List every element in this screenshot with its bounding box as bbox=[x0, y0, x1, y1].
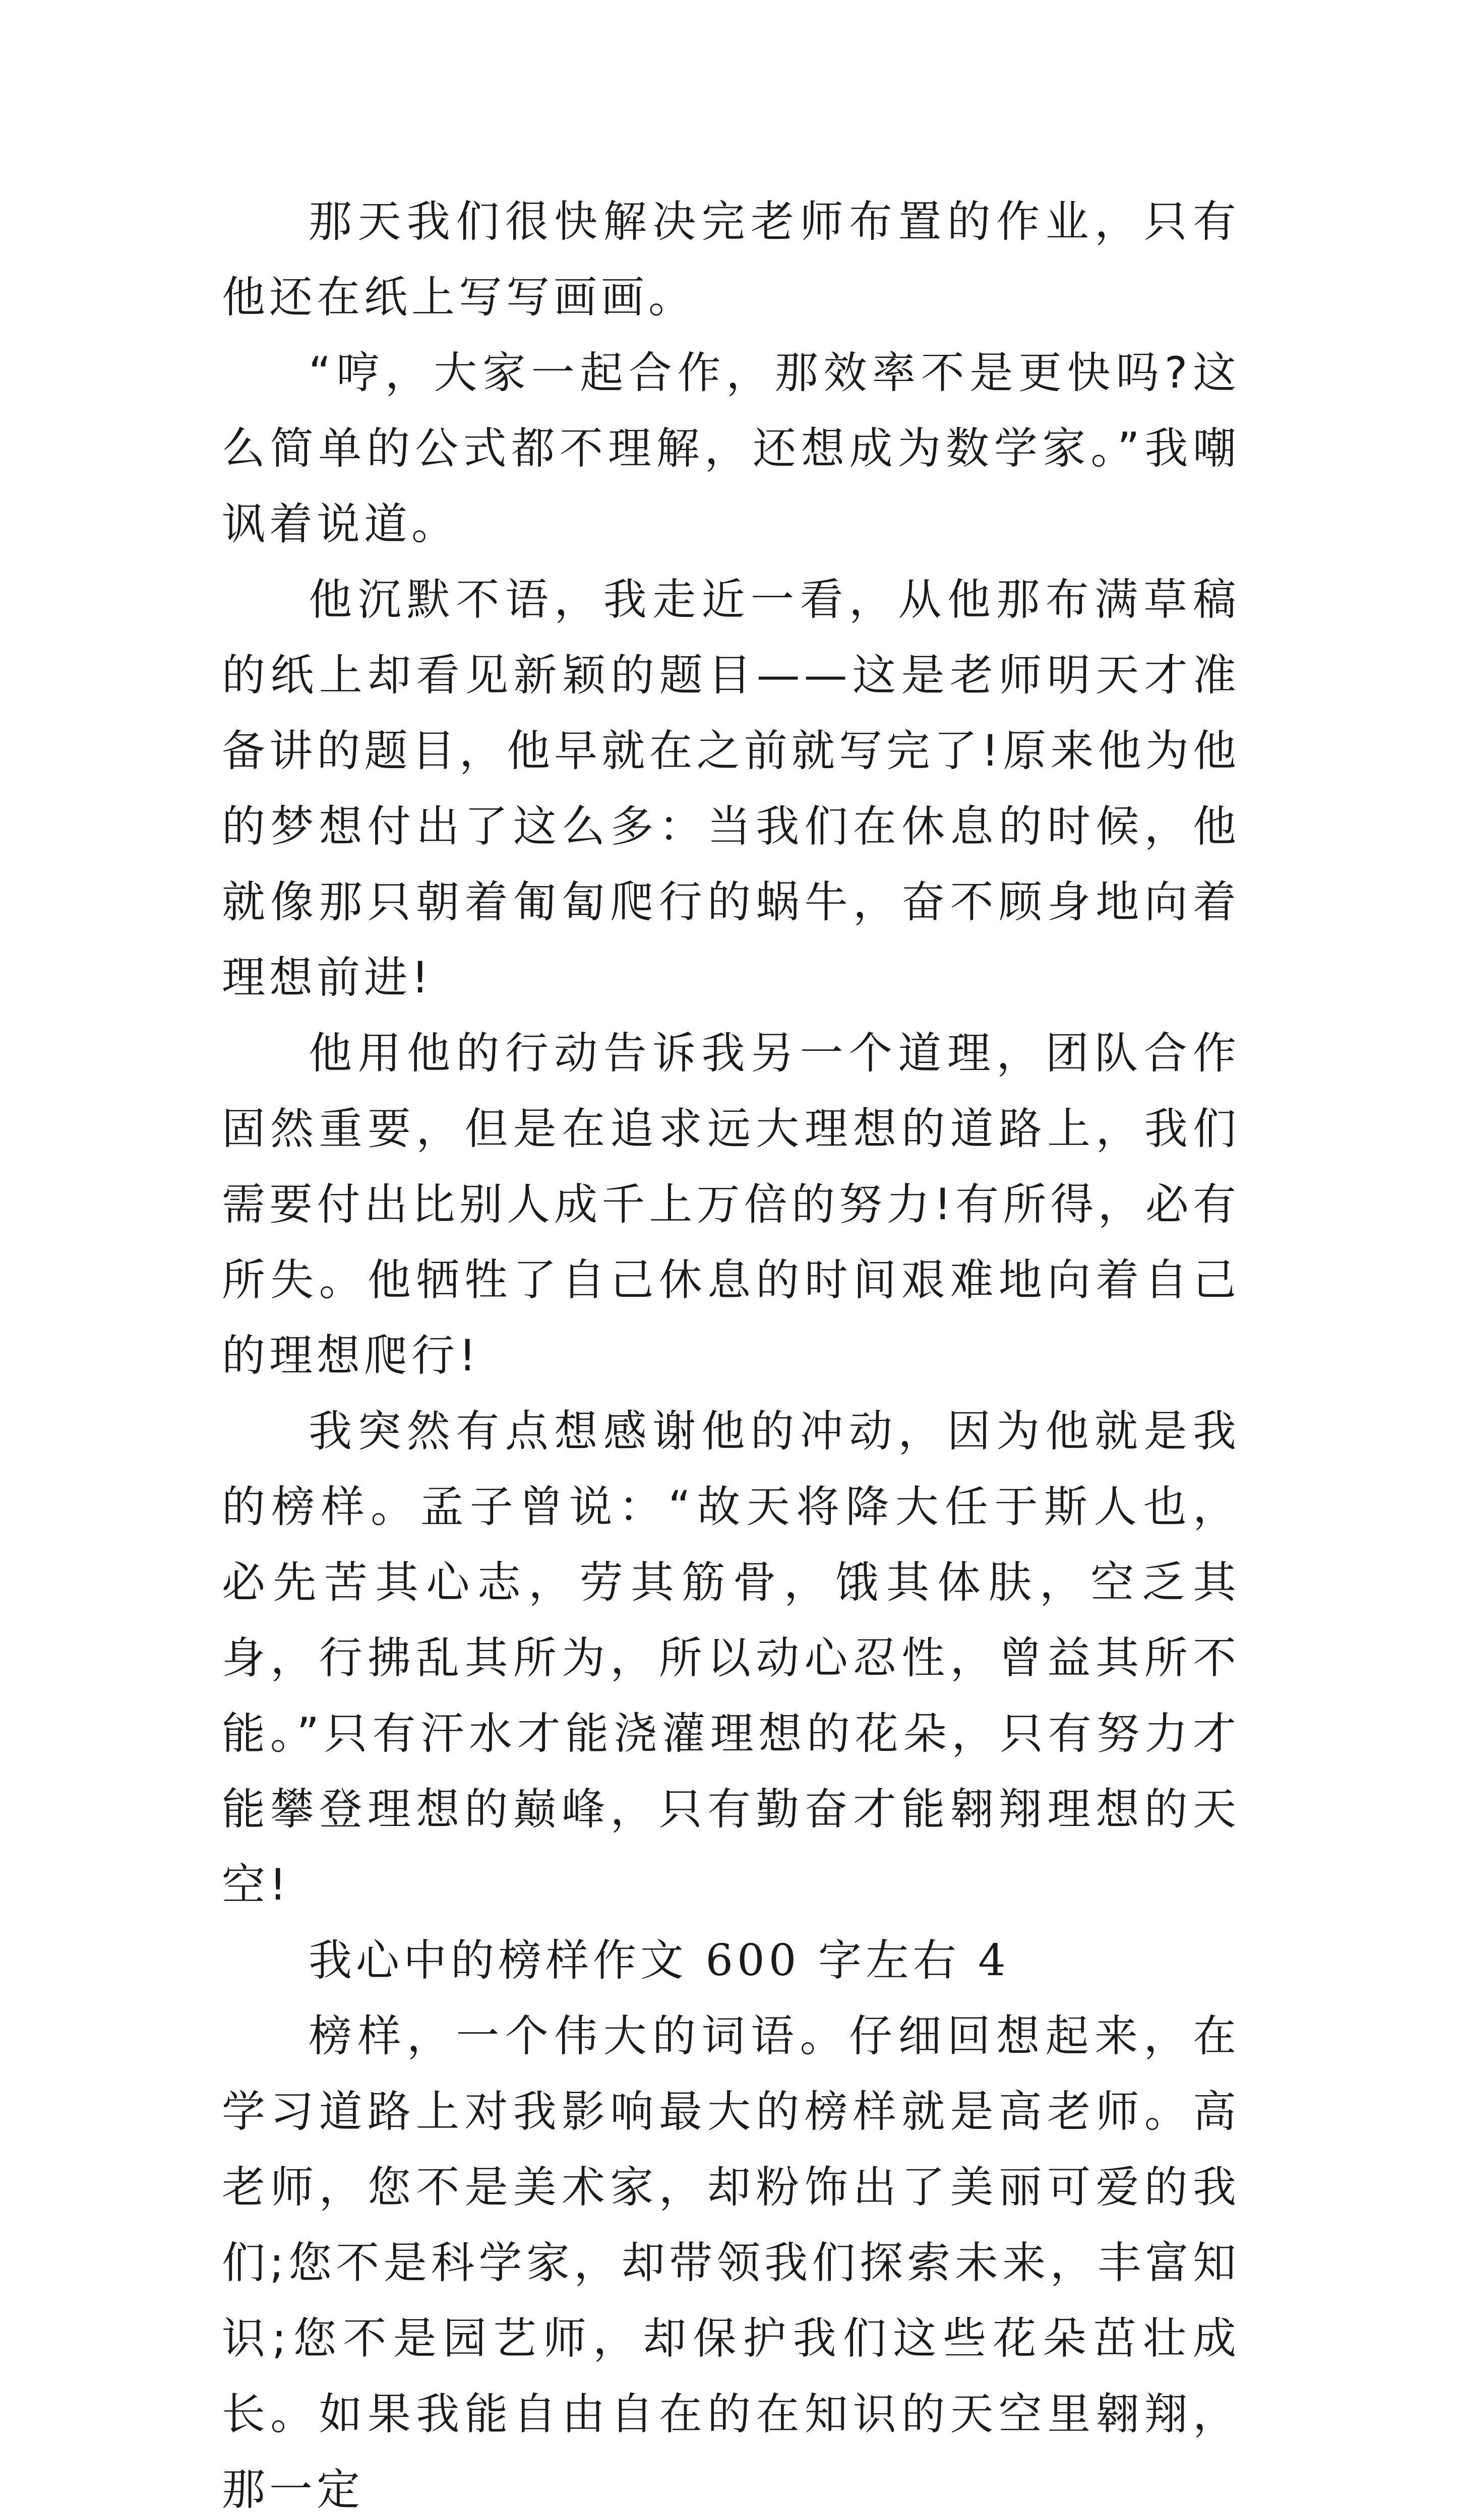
paragraph-6: 榜样，一个伟大的词语。仔细回想起来，在学习道路上对我影响最大的榜样就是高老师。高老师，您不是美术家，却粉饰出了美丽可爱的我们;您不是科学家，却带领我们探索未来，丰富知识;您不是园艺师，却保护我们这些花朵茁壮成长。如果我能自由自在的在知识的天空里翱翔，那一定 bbox=[222, 2011, 1240, 2515]
paragraph-5: 我突然有点想感谢他的冲动，因为他就是我的榜样。孟子曾说：“故天将降大任于斯人也，必先苦其心志，劳其筋骨，饿其体肤，空乏其身，行拂乱其所为，所以动心忍性，曾益其所不能。”只有汗水才能浇灌理想的花朵，只有努力才能攀登理想的巅峰，只有勤奋才能翱翔理想的天空! bbox=[222, 1406, 1240, 1910]
paragraph-3: 他沉默不语，我走近一看，从他那布满草稿的纸上却看见新颖的题目——这是老师明天才准备讲的题目，他早就在之前就写完了!原来他为他的梦想付出了这么多：当我们在休息的时候，他就像那只朝着匍匐爬行的蜗牛，奋不顾身地向着理想前进! bbox=[222, 575, 1240, 1003]
paragraph-2: “哼，大家一起合作，那效率不是更快吗?这么简单的公式都不理解，还想成为数学家。”我嘲讽着说道。 bbox=[222, 348, 1240, 549]
document-body bbox=[222, 184, 1240, 2520]
paragraph-1: 那天我们很快解决完老师布置的作业，只有他还在纸上写写画画。 bbox=[222, 197, 1240, 323]
paragraph-4: 他用他的行动告诉我另一个道理，团队合作固然重要，但是在追求远大理想的道路上，我们需要付出比别人成千上万倍的努力!有所得，必有所失。他牺牲了自己休息的时间艰难地向着自己的理想爬行! bbox=[222, 1028, 1240, 1381]
section-heading: 我心中的榜样作文 600 字左右 4 bbox=[309, 1935, 1010, 1986]
